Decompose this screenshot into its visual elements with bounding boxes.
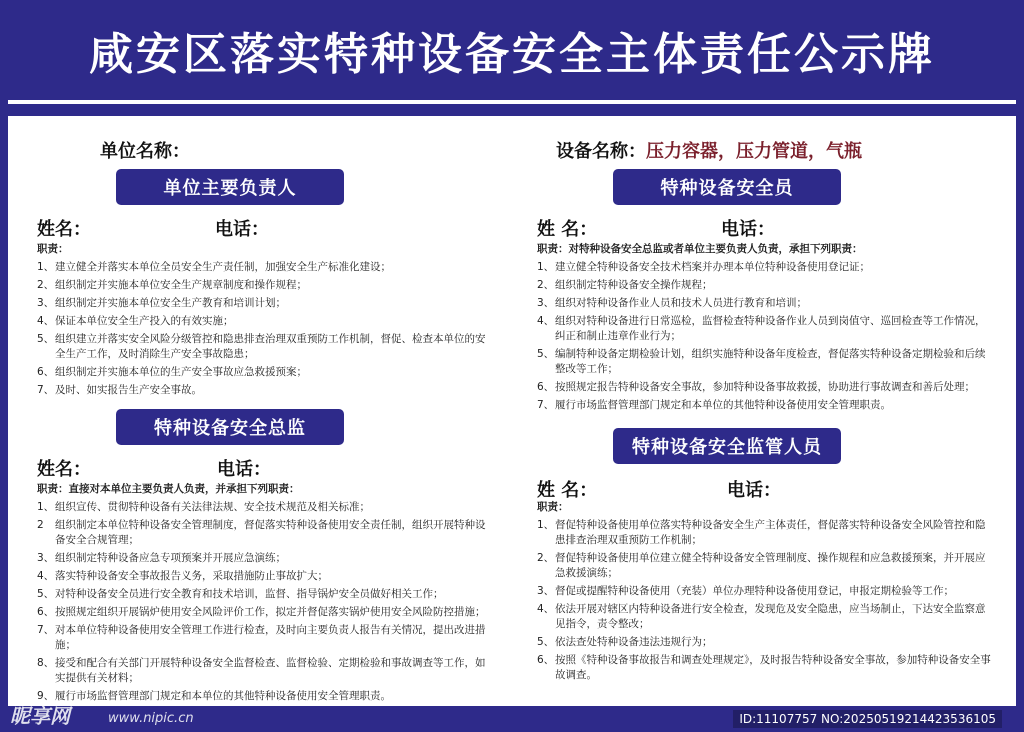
duty-item: [37, 383, 490, 398]
duty-item-number: 1、: [37, 261, 55, 273]
duty-item: [37, 296, 490, 311]
duty-item: [37, 500, 490, 515]
principal-contact-row: [37, 215, 477, 240]
principal-phone-label: 电话：: [215, 219, 269, 240]
supervisor-phone-label: 电话：: [727, 480, 781, 501]
equipment-name-value: 压力容器，压力管道，气瓶: [646, 141, 862, 162]
duty-item: [37, 656, 490, 686]
duty-item: [537, 347, 995, 377]
officer-contact-row: [537, 215, 977, 240]
duty-item-text: 组织宣传、贯彻特种设备有关法律法规、安全技术规范及相关标准；: [55, 501, 370, 513]
duty-item-number: 1、: [537, 261, 555, 273]
duty-item-text: 对本单位特种设备使用安全管理工作进行检查，及时向主要负责人报告有关情况，提出改进措施；: [55, 624, 486, 651]
duty-item: [37, 587, 490, 602]
duty-item-number: 3、: [37, 297, 55, 309]
duty-item: [537, 296, 995, 311]
principal-section-title: 单位主要负责人: [116, 169, 344, 205]
duty-item: [37, 518, 490, 548]
duty-item: [37, 278, 490, 293]
officer-section-title: 特种设备安全员: [613, 169, 841, 205]
duty-item-number: 3、: [537, 585, 555, 597]
duty-item-number: 4、: [537, 603, 555, 615]
duty-item: [537, 518, 995, 548]
duty-item-number: 2: [37, 519, 44, 531]
duty-heading: 职责：对特种设备安全总监或者单位主要负责人负责，承担下列职责：: [537, 243, 863, 255]
duty-item-number: 6、: [37, 366, 55, 378]
duty-item-number: 5、: [37, 588, 55, 600]
duty-item-text: 建立健全特种设备安全技术档案并办理本单位特种设备使用登记证；: [555, 261, 870, 273]
watermark-logo: 昵享网: [10, 704, 70, 728]
duty-item: [37, 332, 490, 362]
duty-item-text: 组织制定并实施本单位的生产安全事故应急救援预案；: [55, 366, 307, 378]
duty-item-text: 督促或提醒特种设备使用（充装）单位办理特种设备使用登记，申报定期检验等工作；: [555, 585, 954, 597]
duty-item-number: 6、: [537, 654, 555, 666]
officer-duties: [537, 242, 995, 416]
unit-name-line: [100, 137, 190, 163]
duty-item: [37, 551, 490, 566]
duty-item-text: 组织制定特种设备应急专项预案并开展应急演练；: [55, 552, 286, 564]
duty-item-text: 按照《特种设备事故报告和调查处理规定》，及时报告特种设备安全事故，参加特种设备安全事故调查。: [555, 654, 991, 681]
duty-item-text: 组织对特种设备作业人员和技术人员进行教育和培训；: [555, 297, 807, 309]
duty-item: [537, 584, 995, 599]
duty-item-text: 组织制定并实施本单位安全生产教育和培训计划；: [55, 297, 286, 309]
duty-item-text: 组织制定并实施本单位安全生产规章制度和操作规程；: [55, 279, 307, 291]
duty-item: [537, 314, 995, 344]
duty-item: [37, 689, 490, 704]
duty-item-text: 对特种设备安全员进行安全教育和技术培训，监督、指导锅炉安全员做好相关工作；: [55, 588, 444, 600]
duty-item-number: 5、: [537, 636, 555, 648]
director-duties: [37, 482, 490, 707]
duty-item-text: 保证本单位安全生产投入的有效实施；: [55, 315, 234, 327]
duty-item: [37, 260, 490, 275]
duty-item: [537, 398, 995, 413]
duty-item-number: 5、: [37, 333, 55, 345]
duty-item: [37, 569, 490, 584]
duty-item-number: 3、: [537, 297, 555, 309]
duty-item: [37, 365, 490, 380]
director-contact-row: [37, 455, 477, 480]
duty-item-number: 5、: [537, 348, 555, 360]
duty-item-text: 履行市场监督管理部门规定和本单位的其他特种设备使用安全管理职责。: [55, 690, 391, 702]
director-phone-label: 电话：: [217, 459, 271, 480]
duty-item: [537, 551, 995, 581]
supervisor-section-title: 特种设备安全监管人员: [613, 428, 841, 464]
duty-item-number: 2、: [37, 279, 55, 291]
page-title: 咸安区落实特种设备安全主体责任公示牌: [0, 0, 1024, 100]
supervisor-contact-row: [537, 476, 977, 501]
duty-item-text: 依法查处特种设备违法违规行为；: [555, 636, 713, 648]
duty-heading: 职责：: [37, 243, 69, 255]
duty-heading: 职责：直接对本单位主要负责人负责，并承担下列职责：: [37, 483, 300, 495]
duty-item: [537, 260, 995, 275]
duty-item-number: 9、: [37, 690, 55, 702]
duty-item-number: 6、: [537, 381, 555, 393]
duty-item: [37, 314, 490, 329]
duty-item: [537, 278, 995, 293]
duty-item-text: 组织对特种设备进行日常巡检，监督检查特种设备作业人员到岗值守、巡回检查等工作情况，纠正和制止违章作业行为；: [555, 315, 986, 342]
duty-item-text: 编制特种设备定期检验计划，组织实施特种设备年度检查，督促落实特种设备定期检验和后续整改等工作；: [555, 348, 986, 375]
duty-item-text: 接受和配合有关部门开展特种设备安全监督检查、监督检验、定期检验和事故调查等工作，如实提供有关材料；: [55, 657, 486, 684]
duty-item-text: 按照规定组织开展锅炉使用安全风险评价工作，拟定并督促落实锅炉使用安全风险防控措施；: [55, 606, 486, 618]
watermark-site: www.nipic.cn: [108, 711, 194, 726]
duty-item-number: 1、: [37, 501, 55, 513]
duty-item-text: 组织制定本单位特种设备安全管理制度，督促落实特种设备使用安全责任制，组织开展特种设备安全合规管理；: [55, 519, 486, 546]
duty-item-text: 按照规定报告特种设备安全事故，参加特种设备事故救援，协助进行事故调查和善后处理；: [555, 381, 975, 393]
header-divider: [0, 104, 1024, 116]
duty-item-number: 4、: [537, 315, 555, 327]
duty-item-number: 6、: [37, 606, 55, 618]
duty-item-number: 4、: [37, 570, 55, 582]
duty-item: [537, 602, 995, 632]
principal-name-label: 姓名：: [37, 219, 91, 240]
duty-item-text: 督促特种设备使用单位建立健全特种设备安全管理制度、操作规程和应急救援预案，并开展应急救援演练；: [555, 552, 986, 579]
duty-item-number: 8、: [37, 657, 55, 669]
duty-item-number: 2、: [537, 279, 555, 291]
officer-phone-label: 电话：: [721, 219, 775, 240]
duty-item-number: 7、: [37, 624, 55, 636]
duty-item-number: 7、: [537, 399, 555, 411]
duty-item-number: 1、: [537, 519, 555, 531]
principal-duties: [37, 242, 490, 401]
duty-item-number: 3、: [37, 552, 55, 564]
duty-item: [37, 623, 490, 653]
duty-item-number: 2、: [537, 552, 555, 564]
unit-name-label: 单位名称：: [100, 141, 190, 162]
supervisor-name-label: 姓 名：: [537, 480, 598, 501]
duty-item-text: 及时、如实报告生产安全事故。: [55, 384, 202, 396]
duty-item: [537, 635, 995, 650]
officer-name-label: 姓 名：: [537, 219, 598, 240]
duty-item-text: 组织制定特种设备安全操作规程；: [555, 279, 713, 291]
duty-item-text: 依法开展对辖区内特种设备进行安全检查，发现危及安全隐患，应当场制止，下达安全监察意见指令，责令整改；: [555, 603, 986, 630]
duty-item-text: 履行市场监督管理部门规定和本单位的其他特种设备使用安全管理职责。: [555, 399, 891, 411]
duty-item-text: 督促特种设备使用单位落实特种设备安全生产主体责任，督促落实特种设备安全风险管控和隐患排查治理双重预防工作机制；: [555, 519, 986, 546]
duty-item: [537, 653, 995, 683]
duty-heading: 职责：: [537, 501, 569, 513]
equipment-name-line: [556, 137, 862, 163]
director-name-label: 姓名：: [37, 459, 91, 480]
supervisor-duties: [537, 500, 995, 686]
director-section-title: 特种设备安全总监: [116, 409, 344, 445]
duty-item-text: 建立健全并落实本单位全员安全生产责任制，加强安全生产标准化建设；: [55, 261, 391, 273]
duty-item: [537, 380, 995, 395]
duty-item: [37, 605, 490, 620]
duty-item-number: 7、: [37, 384, 55, 396]
watermark-id: ID:11107757 NO:20250519214423536105: [733, 710, 1002, 728]
duty-item-text: 落实特种设备安全事故报告义务，采取措施防止事故扩大；: [55, 570, 328, 582]
equipment-name-label: 设备名称：: [556, 141, 646, 162]
duty-item-text: 组织建立并落实安全风险分级管控和隐患排查治理双重预防工作机制，督促、检查本单位的安全生产工作，及时消除生产安全事故隐患；: [55, 333, 486, 360]
duty-item-number: 4、: [37, 315, 55, 327]
